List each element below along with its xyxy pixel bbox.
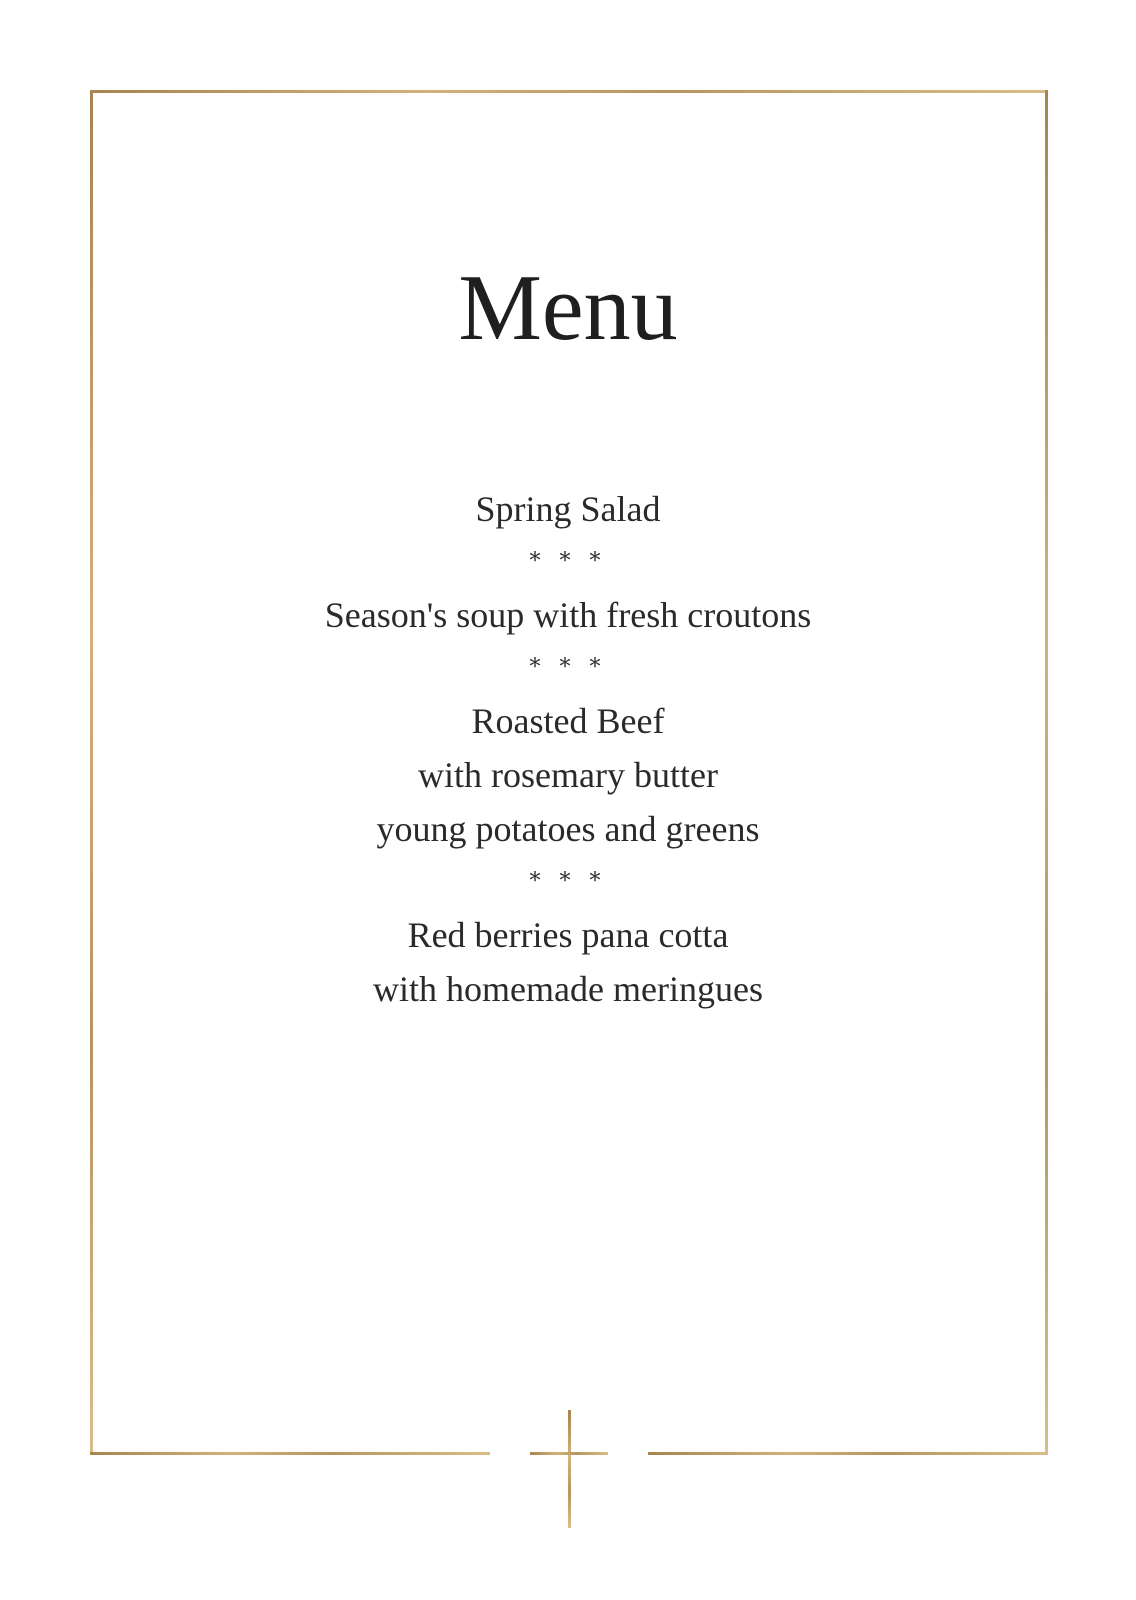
course-1-line-1: Spring Salad (475, 489, 661, 529)
course-4-line-2: with homemade meringues (373, 969, 763, 1009)
page-title: Menu (458, 256, 678, 360)
course-4-line-1: Red berries pana cotta (407, 915, 729, 955)
course-3-line-2: with rosemary butter (418, 755, 718, 795)
course-2-line-1: Season's soup with fresh croutons (324, 595, 812, 635)
frame-bottom-left-border (90, 1452, 490, 1455)
frame-top-border (90, 90, 1048, 93)
cross-icon-horizontal-bar (530, 1452, 608, 1455)
course-separator-3: * * * (529, 869, 607, 894)
course-separator-1: * * * (529, 549, 607, 574)
frame-bottom-right-border (648, 1452, 1048, 1455)
course-3-line-1: Roasted Beef (471, 701, 665, 741)
cross-icon-vertical-bar (568, 1410, 571, 1528)
course-separator-2: * * * (529, 655, 607, 680)
menu-course-list (0, 482, 1136, 1016)
course-3-line-3: young potatoes and greens (376, 809, 760, 849)
